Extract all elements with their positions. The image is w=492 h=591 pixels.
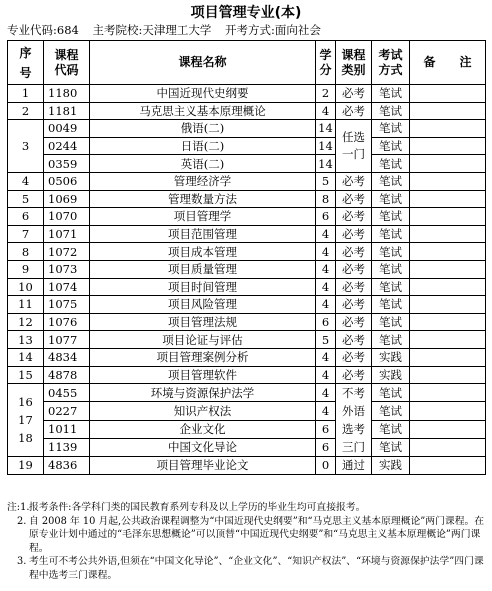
table-row <box>8 102 486 120</box>
cell-exam: 笔试 <box>372 120 410 138</box>
cell-category: 通过 <box>336 457 372 475</box>
cell-name: 马克思主义基本原理概论 <box>90 102 316 120</box>
cell-code: 0244 <box>44 137 90 155</box>
cell-exam: 笔试 <box>372 190 410 208</box>
cell-remark <box>410 348 486 366</box>
header-remark: 备 注 <box>410 41 486 85</box>
notes <box>7 501 487 583</box>
header-credit: 学分 <box>316 41 336 85</box>
cell-remark <box>410 260 486 278</box>
exam-mode: 开考方式:面向社会 <box>225 23 321 37</box>
cell-credit: 6 <box>316 438 336 456</box>
table-row <box>8 278 486 296</box>
cell-credit: 5 <box>316 172 336 190</box>
cell-code: 1181 <box>44 102 90 120</box>
note-text: 考生可不考公共外语,但须在“中国文化导论”、“企业文化”、“知识产权法”、“环境与资源保护法学”四门课程中选考三门课程。 <box>29 556 484 581</box>
cell-code: 0455 <box>44 384 90 402</box>
cell-seq: 10 <box>8 278 44 296</box>
cell-category: 必考 <box>336 102 372 120</box>
cell-category: 必考 <box>336 313 372 331</box>
cell-name: 项目论证与评估 <box>90 331 316 349</box>
header-exam: 考试方式 <box>372 41 410 85</box>
note-text: 自 2008 年 10 月起,公共政治课程调整为“中国近现代史纲要”和“马克思主义基本原理概论”两门课程。在原专业计划中通过的“毛泽东思想概论”可以顶替“中国近现代史纲要”和“马克思主义基本原理概论”两门课程。 <box>29 515 485 554</box>
cell-exam: 笔试 <box>372 420 410 438</box>
cell-remark <box>410 85 486 103</box>
note-number: 注:1. <box>7 502 30 513</box>
cell-credit: 8 <box>316 190 336 208</box>
table-row <box>8 120 486 138</box>
cell-code: 0227 <box>44 402 90 420</box>
cell-seq: 4 <box>8 172 44 190</box>
cell-category: 必考 <box>336 296 372 314</box>
cell-credit: 4 <box>316 296 336 314</box>
major-info <box>7 22 331 38</box>
table-row <box>8 155 486 173</box>
cell-exam: 实践 <box>372 366 410 384</box>
cell-exam: 笔试 <box>372 438 410 456</box>
cell-remark <box>410 402 486 420</box>
cell-remark <box>410 384 486 402</box>
cell-code: 1071 <box>44 225 90 243</box>
note-text: 报考条件:各学科门类的国民教育系列专科及以上学历的毕业生均可直接报考。 <box>29 502 366 513</box>
note-item <box>7 555 487 582</box>
cell-code: 1072 <box>44 243 90 261</box>
cell-credit: 14 <box>316 155 336 173</box>
cell-remark <box>410 296 486 314</box>
cell-credit: 4 <box>316 348 336 366</box>
cell-category: 必考 <box>336 348 372 366</box>
cell-credit: 6 <box>316 420 336 438</box>
cell-name: 项目管理法规 <box>90 313 316 331</box>
cell-exam: 笔试 <box>372 102 410 120</box>
cell-code: 1074 <box>44 278 90 296</box>
table-row <box>8 457 486 475</box>
cell-code: 0359 <box>44 155 90 173</box>
cell-seq: 7 <box>8 225 44 243</box>
cell-code: 1076 <box>44 313 90 331</box>
cell-remark <box>410 313 486 331</box>
cell-exam: 笔试 <box>372 208 410 226</box>
cell-seq: 3 <box>8 120 44 173</box>
cell-seq: 13 <box>8 331 44 349</box>
table-row <box>8 296 486 314</box>
cell-credit: 14 <box>316 120 336 138</box>
cell-category: 必考 <box>336 366 372 384</box>
cell-credit: 5 <box>316 331 336 349</box>
cell-seq: 11 <box>8 296 44 314</box>
cell-name: 管理经济学 <box>90 172 316 190</box>
table-row <box>8 172 486 190</box>
cell-name: 项目管理软件 <box>90 366 316 384</box>
note-number: 3. <box>17 556 27 568</box>
cell-category: 必考 <box>336 243 372 261</box>
cell-credit: 4 <box>316 384 336 402</box>
table-row <box>8 366 486 384</box>
cell-exam: 笔试 <box>372 296 410 314</box>
cell-code: 1069 <box>44 190 90 208</box>
cell-name: 管理数量方法 <box>90 190 316 208</box>
cell-remark <box>410 208 486 226</box>
cell-name: 项目范围管理 <box>90 225 316 243</box>
table-row <box>8 331 486 349</box>
table-row <box>8 190 486 208</box>
cell-name: 项目质量管理 <box>90 260 316 278</box>
cell-code: 1011 <box>44 420 90 438</box>
cell-remark <box>410 190 486 208</box>
cell-category-optional: 不考外语选考三门 <box>336 384 372 457</box>
cell-remark <box>410 366 486 384</box>
cell-credit: 4 <box>316 260 336 278</box>
cell-remark <box>410 243 486 261</box>
cell-code: 1073 <box>44 260 90 278</box>
header-code: 课程代码 <box>44 41 90 85</box>
major-code: 专业代码:684 <box>7 23 79 37</box>
cell-seq-group: 16 17 18 <box>8 384 44 457</box>
cell-category: 必考 <box>336 225 372 243</box>
table-header <box>8 41 486 85</box>
cell-name: 中国文化导论 <box>90 438 316 456</box>
cell-remark <box>410 420 486 438</box>
cell-code: 1075 <box>44 296 90 314</box>
cell-category: 必考 <box>336 172 372 190</box>
cell-remark <box>410 155 486 173</box>
cell-code: 4836 <box>44 457 90 475</box>
cell-seq: 6 <box>8 208 44 226</box>
header-seq: 序号 <box>8 41 44 85</box>
cell-category: 必考 <box>336 278 372 296</box>
cell-code: 0506 <box>44 172 90 190</box>
cell-seq: 15 <box>8 366 44 384</box>
cell-seq: 2 <box>8 102 44 120</box>
cell-category: 必考 <box>336 331 372 349</box>
table-row <box>8 225 486 243</box>
table-row <box>8 137 486 155</box>
table-row <box>8 313 486 331</box>
cell-exam: 笔试 <box>372 402 410 420</box>
cell-name: 企业文化 <box>90 420 316 438</box>
table-row <box>8 438 486 456</box>
cell-credit: 0 <box>316 457 336 475</box>
cell-exam: 笔试 <box>372 172 410 190</box>
cell-remark <box>410 331 486 349</box>
cell-code: 1180 <box>44 85 90 103</box>
cell-exam: 实践 <box>372 348 410 366</box>
cell-credit: 4 <box>316 225 336 243</box>
cell-code: 1077 <box>44 331 90 349</box>
table-row <box>8 85 486 103</box>
cell-name: 知识产权法 <box>90 402 316 420</box>
cell-seq: 1 <box>8 85 44 103</box>
cell-name: 环境与资源保护法学 <box>90 384 316 402</box>
cell-seq: 8 <box>8 243 44 261</box>
note-item <box>7 501 487 515</box>
table-row <box>8 402 486 420</box>
cell-exam: 笔试 <box>372 137 410 155</box>
cell-code: 4878 <box>44 366 90 384</box>
cell-seq: 12 <box>8 313 44 331</box>
cell-code: 0049 <box>44 120 90 138</box>
cell-exam: 笔试 <box>372 331 410 349</box>
header-category: 课程类别 <box>336 41 372 85</box>
cell-name: 项目成本管理 <box>90 243 316 261</box>
cell-category: 必考 <box>336 208 372 226</box>
cell-name: 项目管理学 <box>90 208 316 226</box>
cell-remark <box>410 457 486 475</box>
cell-name: 俄语(二) <box>90 120 316 138</box>
cell-credit: 6 <box>316 208 336 226</box>
cell-exam: 实践 <box>372 457 410 475</box>
cell-code: 1070 <box>44 208 90 226</box>
course-table <box>7 40 486 475</box>
cell-seq: 5 <box>8 190 44 208</box>
cell-seq: 19 <box>8 457 44 475</box>
table-row <box>8 243 486 261</box>
cell-name: 项目时间管理 <box>90 278 316 296</box>
cell-category: 必考 <box>336 260 372 278</box>
cell-category: 必考 <box>336 190 372 208</box>
cell-name: 项目管理毕业论文 <box>90 457 316 475</box>
cell-credit: 4 <box>316 366 336 384</box>
cell-credit: 4 <box>316 243 336 261</box>
cell-credit: 14 <box>316 137 336 155</box>
cell-exam: 笔试 <box>372 155 410 173</box>
cell-credit: 4 <box>316 102 336 120</box>
cell-name: 日语(二) <box>90 137 316 155</box>
header-name: 课程名称 <box>90 41 316 85</box>
cell-exam: 笔试 <box>372 225 410 243</box>
cell-name: 项目风险管理 <box>90 296 316 314</box>
cell-seq: 9 <box>8 260 44 278</box>
cell-credit: 4 <box>316 278 336 296</box>
cell-code: 1139 <box>44 438 90 456</box>
table-row <box>8 348 486 366</box>
cell-exam: 笔试 <box>372 384 410 402</box>
cell-credit: 2 <box>316 85 336 103</box>
cell-code: 4834 <box>44 348 90 366</box>
cell-exam: 笔试 <box>372 243 410 261</box>
cell-category: 必考 <box>336 85 372 103</box>
cell-credit: 4 <box>316 402 336 420</box>
cell-remark <box>410 137 486 155</box>
cell-credit: 6 <box>316 313 336 331</box>
table-row <box>8 260 486 278</box>
cell-name: 项目管理案例分析 <box>90 348 316 366</box>
cell-exam: 笔试 <box>372 85 410 103</box>
cell-remark <box>410 225 486 243</box>
table-row <box>8 420 486 438</box>
cell-remark <box>410 172 486 190</box>
cell-exam: 笔试 <box>372 278 410 296</box>
table-row <box>8 384 486 402</box>
page-title: 项目管理专业(本) <box>190 5 302 21</box>
exam-school: 主考院校:天津理工大学 <box>92 23 212 37</box>
note-number: 2. <box>17 515 27 527</box>
table-row <box>8 208 486 226</box>
cell-exam: 笔试 <box>372 260 410 278</box>
cell-remark <box>410 278 486 296</box>
cell-category-elective: 任选一门 <box>336 120 372 173</box>
cell-name: 中国近现代史纲要 <box>90 85 316 103</box>
note-item <box>7 515 487 556</box>
cell-remark <box>410 120 486 138</box>
cell-remark <box>410 438 486 456</box>
cell-name: 英语(二) <box>90 155 316 173</box>
cell-seq: 14 <box>8 348 44 366</box>
cell-remark <box>410 102 486 120</box>
cell-exam: 笔试 <box>372 313 410 331</box>
